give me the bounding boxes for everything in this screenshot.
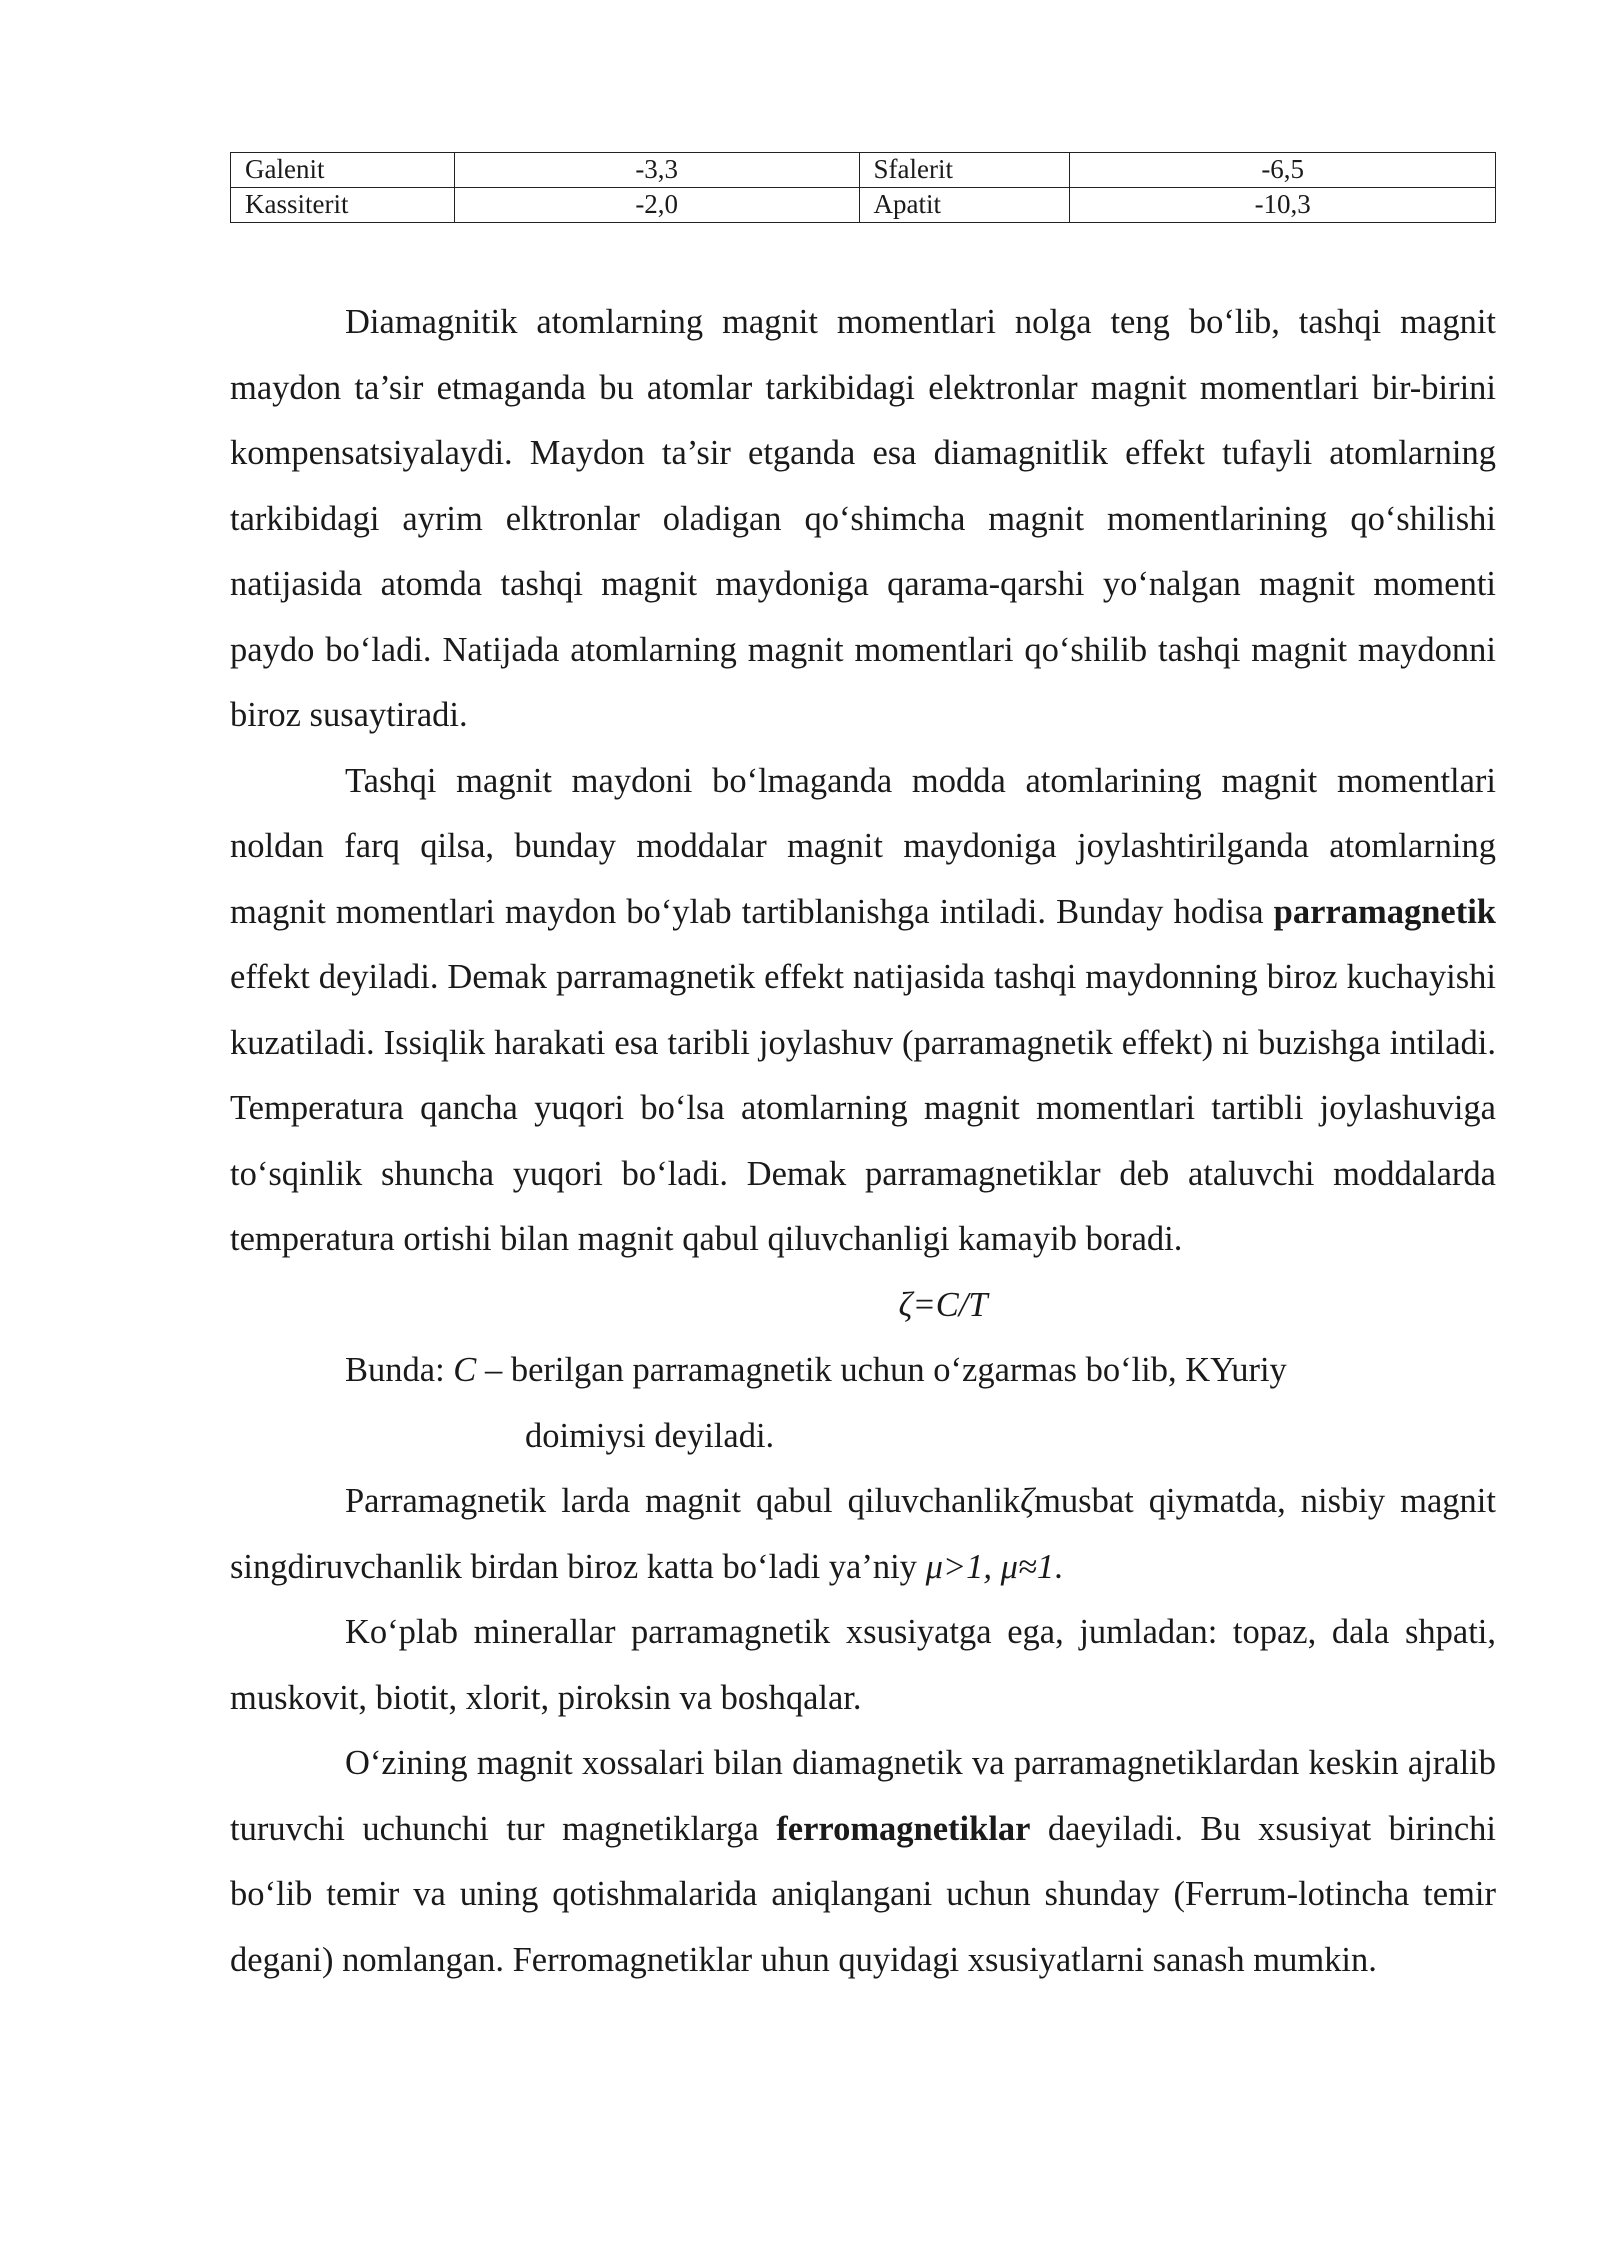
mineral-value: -2,0 bbox=[454, 188, 859, 223]
table-row bbox=[231, 153, 1496, 188]
mineral-value: -3,3 bbox=[454, 153, 859, 188]
math-permeability: μ>1, μ≈1 bbox=[925, 1547, 1055, 1586]
term-ferromagnetic: ferromagnetiklar bbox=[776, 1809, 1031, 1848]
term-paramagnetic: parramagnetik bbox=[1273, 892, 1496, 931]
paragraph-susceptibility: Parramagnetik larda magnit qabul qiluvchanlikζmusbat qiymatda, nisbiy magnit singdiruvchanlik birdan biroz katta bo‘ladi ya’niy μ>1, μ≈1. bbox=[230, 1482, 1496, 1586]
paragraph-ferromagnetism: O‘zining magnit xossalari bilan diamagnetik va parramagnetiklardan keskin ajralib turuvchi uchunchi tur magnetiklarga ferromagnetiklar daeyiladi. Bu xsusiyat birinchi bo‘lib temir va uning qotishmalarida aniqlangani uchun shunday (Ferrum-lotincha temir degani) nomlangan. Ferromagnetiklar uhun quyidagi xsusiyatlarni sanash mumkin. bbox=[230, 1744, 1496, 1979]
mineral-name: Sfalerit bbox=[859, 153, 1070, 188]
mineral-value: -6,5 bbox=[1070, 153, 1496, 188]
formula-curie: ζ=C/T bbox=[898, 1285, 988, 1324]
table-row bbox=[231, 188, 1496, 223]
formula-note: Bunda: C – berilgan parramagnetik uchun o‘zgarmas bo‘lib, KYuriy doimiysi deyiladi. bbox=[345, 1351, 1287, 1455]
mineral-name: Apatit bbox=[859, 188, 1070, 223]
body-text bbox=[230, 290, 1496, 1993]
mineral-name: Galenit bbox=[231, 153, 455, 188]
mineral-name: Kassiterit bbox=[231, 188, 455, 223]
paragraph-minerals: Ko‘plab minerallar parramagnetik xsusiyatga ega, jumladan: topaz, dala shpati, muskovit, biotit, xlorit, piroksin va boshqalar. bbox=[230, 1613, 1496, 1717]
mineral-value: -10,3 bbox=[1070, 188, 1496, 223]
paragraph-paramagnetism: Tashqi magnit maydoni bo‘lmaganda modda atomlarining magnit momentlari noldan farq qilsa, bunday moddalar magnit maydoniga joylashtirilganda atomlarning magnit momentlari maydon bo‘ylab tartiblanishga intiladi. Bunday hodisa parramagnetik effekt deyiladi. Demak parramagnetik effekt natijasida tashqi maydonning biroz kuchayishi kuzatiladi. Issiqlik harakati esa taribli joylashuv (parramagnetik effekt) ni buzishga intiladi. Temperatura qancha yuqori bo‘lsa atomlarning magnit momentlari tartibli joylashuviga to‘sqinlik shuncha yuqori bo‘ladi. Demak parramagnetiklar deb ataluvchi moddalarda temperatura ortishi bilan magnit qabul qiluvchanligi kamayib boradi. bbox=[230, 761, 1496, 1258]
mineral-susceptibility-table bbox=[230, 152, 1496, 223]
paragraph-diamagnetism: Diamagnitik atomlarning magnit momentlari nolga teng bo‘lib, tashqi magnit maydon ta’sir etmaganda bu atomlar tarkibidagi elektronlar magnit momentlari bir-birini kompensatsiyalaydi. Maydon ta’sir etganda esa diamagnitlik effekt tufayli atomlarning tarkibidagi ayrim elktronlar oladigan qo‘shimcha magnit momentlarining qo‘shilishi natijasida atomda tashqi magnit maydoniga qarama-qarshi yo‘nalgan magnit momenti paydo bo‘ladi. Natijada atomlarning magnit momentlari qo‘shilib tashqi magnit maydonni biroz susaytiradi. bbox=[230, 303, 1496, 734]
